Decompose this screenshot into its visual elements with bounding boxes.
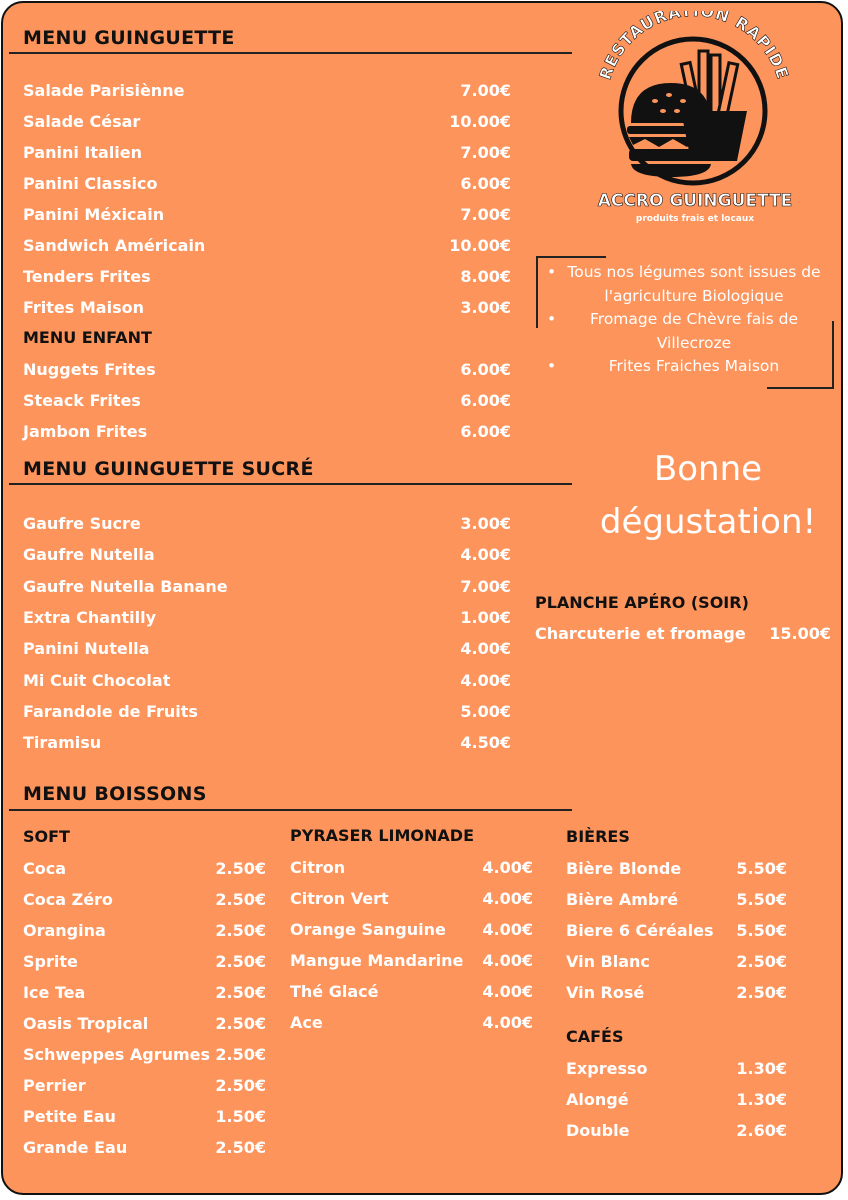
menu-item-name: Panini Italien [23, 143, 143, 162]
menu-item-price: 8.00€ [460, 267, 511, 286]
menu-item-price: 3.00€ [460, 298, 511, 317]
limonade-title: PYRASER LIMONADE [290, 826, 475, 845]
bracket-line [536, 256, 606, 258]
menu-item-price: 2.60€ [736, 1121, 787, 1140]
menu-item-price: 2.50€ [215, 1138, 266, 1157]
menu-item-price: 7.00€ [460, 205, 511, 224]
info-bullets [541, 261, 831, 379]
greeting-line2: dégustation! [599, 502, 817, 542]
menu-item-price: 7.00€ [460, 81, 511, 100]
menu-item-name: Vin Blanc [566, 952, 650, 971]
menu-item-name: Ice Tea [23, 983, 86, 1002]
section-divider [9, 52, 572, 54]
info-bullet: • Tous nos légumes sont issues de l'agriculture Biologique [541, 261, 831, 308]
menu-item-name: Grande Eau [23, 1138, 128, 1157]
bracket-line [536, 256, 538, 328]
menu-item-price: 2.50€ [215, 1076, 266, 1095]
menu-item-price: 4.00€ [460, 545, 511, 565]
menu-item-name: Petite Eau [23, 1107, 116, 1126]
menu-item-name: Ace [290, 1013, 323, 1032]
menu-item-name: Bière Blonde [566, 859, 682, 878]
planche-title: PLANCHE APÉRO (SOIR) [535, 593, 749, 612]
menu-item-price: 2.50€ [215, 1014, 266, 1033]
menu-item-price: 5.50€ [736, 921, 787, 940]
menu-item-name: Coca [23, 859, 67, 878]
greeting [563, 443, 843, 549]
menu-item-name: Orange Sanguine [290, 920, 446, 939]
planche-item: Charcuterie et fromage [535, 624, 746, 643]
info-bullet: • Fromage de Chèvre fais de Villecroze [541, 308, 831, 355]
menu-item-price: 2.50€ [215, 1045, 266, 1064]
menu-item-name: Steack Frites [23, 391, 141, 410]
menu-item-name: Biere 6 Céréales [566, 921, 714, 940]
bracket-line [767, 387, 834, 389]
menu-item-name: Coca Zéro [23, 890, 113, 909]
menu-item-price: 7.00€ [460, 576, 511, 596]
menu-item-name: Vin Rosé [566, 983, 645, 1002]
menu-item-price: 1.30€ [736, 1059, 787, 1078]
menu-item-price: 2.50€ [736, 952, 787, 971]
menu-item-price: 2.50€ [215, 952, 266, 971]
menu-item-name: Gaufre Nutella Banane [23, 576, 228, 596]
menu-card [1, 1, 843, 1195]
menu-item-price: 4.00€ [482, 858, 533, 877]
menu-item-price: 4.00€ [460, 639, 511, 659]
info-bullet: • Frites Fraiches Maison [541, 355, 831, 379]
greeting-line1: Bonne [653, 449, 763, 489]
menu-item-name: Tenders Frites [23, 267, 151, 286]
menu-sucre-title: MENU GUINGUETTE SUCRÉ [23, 458, 314, 480]
menu-item-name: Schweppes Agrumes [23, 1045, 211, 1064]
menu-item-price: 4.00€ [482, 889, 533, 908]
menu-item-price: 2.50€ [215, 921, 266, 940]
menu-item-name: Orangina [23, 921, 106, 940]
menu-boissons-title: MENU BOISSONS [23, 783, 207, 805]
menu-item-name: Panini Méxicain [23, 205, 165, 224]
menu-item-price: 4.00€ [482, 920, 533, 939]
section-divider [9, 809, 572, 811]
menu-item-name: Mangue Mandarine [290, 951, 464, 970]
cafes-title: CAFÉS [566, 1027, 624, 1046]
menu-item-price: 4.00€ [460, 670, 511, 690]
menu-item-name: Oasis Tropical [23, 1014, 149, 1033]
logo [569, 11, 821, 231]
menu-item-name: Panini Classico [23, 174, 158, 193]
menu-item-price: 10.00€ [449, 112, 511, 131]
menu-item-name: Expresso [566, 1059, 648, 1078]
menu-item-price: 5.50€ [736, 890, 787, 909]
menu-item-price: 5.50€ [736, 859, 787, 878]
logo-tagline: produits frais et locaux [635, 214, 755, 224]
menu-item-name: Nuggets Frites [23, 360, 156, 379]
menu-item-price: 6.00€ [460, 422, 511, 441]
menu-item-price: 4.00€ [482, 982, 533, 1001]
menu-guinguette-title: MENU GUINGUETTE [23, 27, 235, 49]
menu-item-name: Sandwich Américain [23, 236, 206, 255]
menu-item-name: Thé Glacé [290, 982, 379, 1001]
menu-item-name: Perrier [23, 1076, 86, 1095]
menu-item-name: Mi Cuit Chocolat [23, 670, 171, 690]
menu-item-price: 4.00€ [482, 1013, 533, 1032]
menu-item-price: 2.50€ [215, 859, 266, 878]
logo-arc-text: RESTAURA ON RAPIDE [595, 11, 793, 83]
menu-item-price: 6.00€ [460, 391, 511, 410]
menu-item-price: 4.00€ [482, 951, 533, 970]
menu-item-price: 3.00€ [460, 514, 511, 533]
menu-item-name: Citron Vert [290, 889, 389, 908]
menu-item-price: 6.00€ [460, 360, 511, 379]
bieres-title: BIÈRES [566, 827, 630, 846]
menu-item-price: 2.50€ [736, 983, 787, 1002]
section-divider [9, 483, 572, 485]
menu-item-name: Panini Nutella [23, 639, 150, 659]
menu-item-name: Alongé [566, 1090, 629, 1109]
soft-title: SOFT [23, 827, 70, 846]
menu-item-name: Citron [290, 858, 346, 877]
menu-item-price: 10.00€ [449, 236, 511, 255]
planche-price: 15.00€ [769, 624, 831, 643]
menu-enfant-title: MENU ENFANT [23, 328, 152, 347]
menu-item-name: Double [566, 1121, 630, 1140]
logo-name: ACCRO GUINGUETTE [597, 191, 793, 211]
menu-item-name: Tiramisu [23, 733, 102, 753]
menu-item-price: 4.50€ [460, 733, 511, 753]
menu-item-name: Frites Maison [23, 298, 144, 317]
menu-item-price: 2.50€ [215, 890, 266, 909]
menu-item-price: 1.00€ [460, 607, 511, 627]
menu-item-name: Jambon Frites [23, 422, 148, 441]
svg-text:RESTAURATION RAPIDE [595, 11, 792, 82]
menu-item-name: Gaufre Sucre [23, 514, 141, 533]
menu-item-price: 2.50€ [215, 983, 266, 1002]
menu-item-price: 6.00€ [460, 174, 511, 193]
menu-item-price: 7.00€ [460, 143, 511, 162]
menu-item-price: 5.00€ [460, 701, 511, 721]
menu-item-name: Gaufre Nutella [23, 545, 155, 565]
menu-item-name: Sprite [23, 952, 78, 971]
bracket-line [832, 321, 834, 389]
menu-item-price: 1.50€ [215, 1107, 266, 1126]
menu-item-name: Bière Ambré [566, 890, 679, 909]
menu-item-name: Salade Parisiènne [23, 81, 185, 100]
menu-item-name: Extra Chantilly [23, 607, 157, 627]
menu-item-price: 1.30€ [736, 1090, 787, 1109]
menu-item-name: Salade César [23, 112, 141, 131]
menu-item-name: Farandole de Fruits [23, 701, 198, 721]
